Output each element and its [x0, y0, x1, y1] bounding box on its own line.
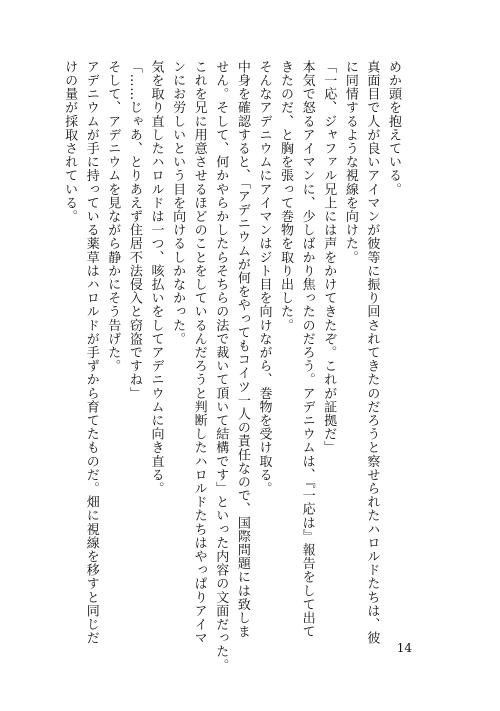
text-line: 「一応、ジャファル兄上には声をかけてきたぞ。これが証拠だ」 [321, 60, 337, 455]
text-line: そんなアデニウムにアイマンはジト目を向けながら、巻物を受け取る。 [256, 60, 272, 496]
text-line: 本気で怒るアイマンに、少しばかり焦ったのだろう。アデニウムは、『一応は』報告をして出て [299, 60, 315, 639]
text-line: 中身を確認すると、「アデニウムが何をやってもコイツ一人の責任なので、国際問題には致しま [234, 60, 250, 639]
text-line: せん。そして、何かやらかしたらそちらの法で裁いて頂いて結構です」といった内容の文面だった。 [213, 60, 229, 672]
text-line: めか頭を抱えている。 [386, 60, 401, 196]
page-number: 14 [396, 641, 412, 655]
text-line: これを兄に用意させるほどのことをしているんだろうと判断したハロルドたちはやっぱりアイマ [191, 60, 207, 645]
text-line: アデニウムが手に持っている薬草はハロルドが手ずから育てたものだ。畑に視線を移すと同じだ [83, 60, 99, 645]
text-line: 気を取り直したハロルドは一つ、咳払いをしてアデニウムに向き直る。 [148, 60, 164, 496]
text-line: けの量が採取されている。 [62, 60, 78, 224]
text-line: 真面目で人が良いアイマンが彼等に振り回されてきたのだろうと察せられたハロルドたちは、彼 [364, 60, 380, 645]
text-line: 「……じゃあ、とりあえず住居不法侵入と窃盗ですね」 [126, 60, 142, 400]
text-line: そして、アデニウムを見ながら静かにそう告げた。 [105, 60, 121, 373]
text-line: ンにお労しいという目を向けるしかなかった。 [170, 60, 186, 346]
text-line: きたのだ、と胸を張って巻物を取り出した。 [278, 60, 294, 332]
text-line: に同情するような視線を向けた。 [342, 60, 358, 264]
